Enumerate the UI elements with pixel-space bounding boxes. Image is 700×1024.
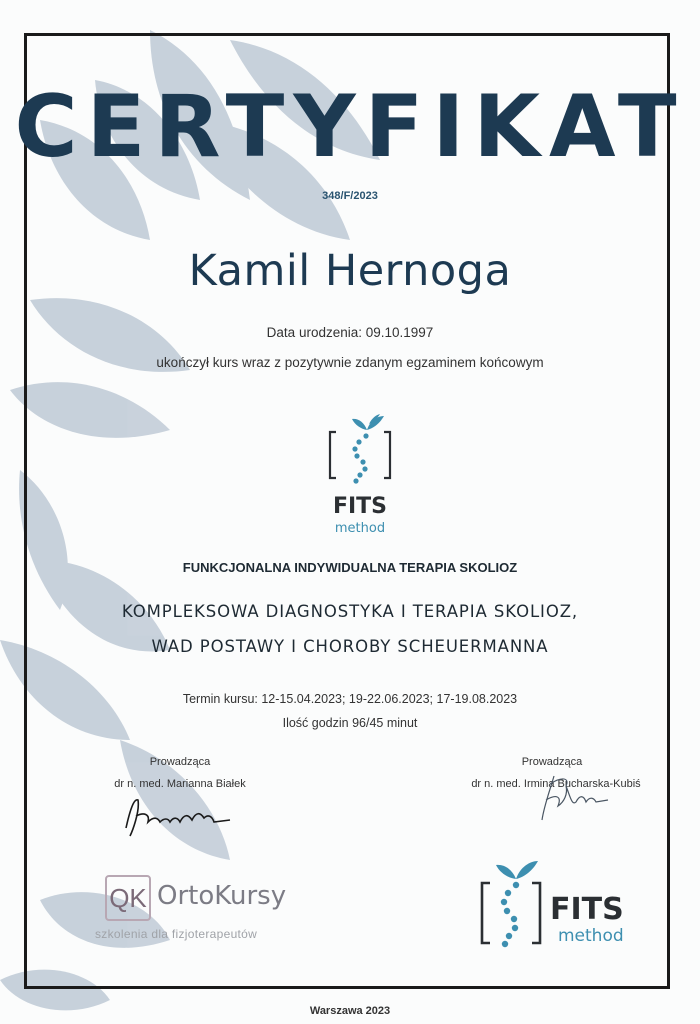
course-name: FUNKCJONALNA INDYWIDUALNA TERAPIA SKOLIOZ <box>182 560 518 575</box>
fits-label-bottom: FITS <box>550 892 624 927</box>
right-signature-role: Prowadząca <box>521 756 583 768</box>
recipient-name: Kamil Hernoga <box>188 246 512 296</box>
left-signature-name: dr n. med. Marianna Białek <box>114 778 246 790</box>
course-title-line-1: KOMPLEKSOWA DIAGNOSTYKA I TERAPIA SKOLIOZ, <box>121 602 579 621</box>
ortokursy-emblem-icon <box>105 875 151 921</box>
certificate-number: 348/F/2023 <box>322 190 378 202</box>
course-dates: Termin kursu: 12-15.04.2023; 19-22.06.2023; 17-19.08.2023 <box>182 692 518 706</box>
birth-date-line: Data urodzenia: 09.10.1997 <box>266 325 434 340</box>
footer-place-year: Warszawa 2023 <box>309 1005 391 1017</box>
right-handwritten-signature <box>536 766 616 826</box>
left-handwritten-signature <box>120 792 240 840</box>
left-signature-role: Prowadząca <box>149 756 211 768</box>
right-signature-name: dr n. med. Irmina Bucharska-Kubiś <box>471 778 641 790</box>
method-label-bottom: method <box>558 926 624 946</box>
fits-method-logo <box>312 410 408 545</box>
completion-line: ukończył kurs wraz z pozytywnie zdanym egzaminem końcowym <box>156 355 544 370</box>
leaf-icon-bottom <box>496 861 538 879</box>
method-label: method <box>334 521 386 536</box>
fits-label: FITS <box>332 494 388 519</box>
fits-method-logo-bottom <box>478 855 653 965</box>
leaf-icon <box>352 414 384 430</box>
certificate-title: CERTYFIKAT <box>14 77 686 177</box>
spine-icon <box>352 433 368 483</box>
svg-text:QK: QK <box>109 883 147 913</box>
course-title-line-2: WAD POSTAWY I CHOROBY SCHEUERMANNA <box>151 637 549 656</box>
ortokursy-name: OrtoKursy <box>157 881 287 911</box>
ortokursy-logo <box>95 873 315 953</box>
ortokursy-tagline: szkolenia dla fizjoterapeutów <box>95 927 258 941</box>
spine-icon-bottom <box>501 882 519 947</box>
course-hours: Ilość godzin 96/45 minut <box>282 716 418 730</box>
